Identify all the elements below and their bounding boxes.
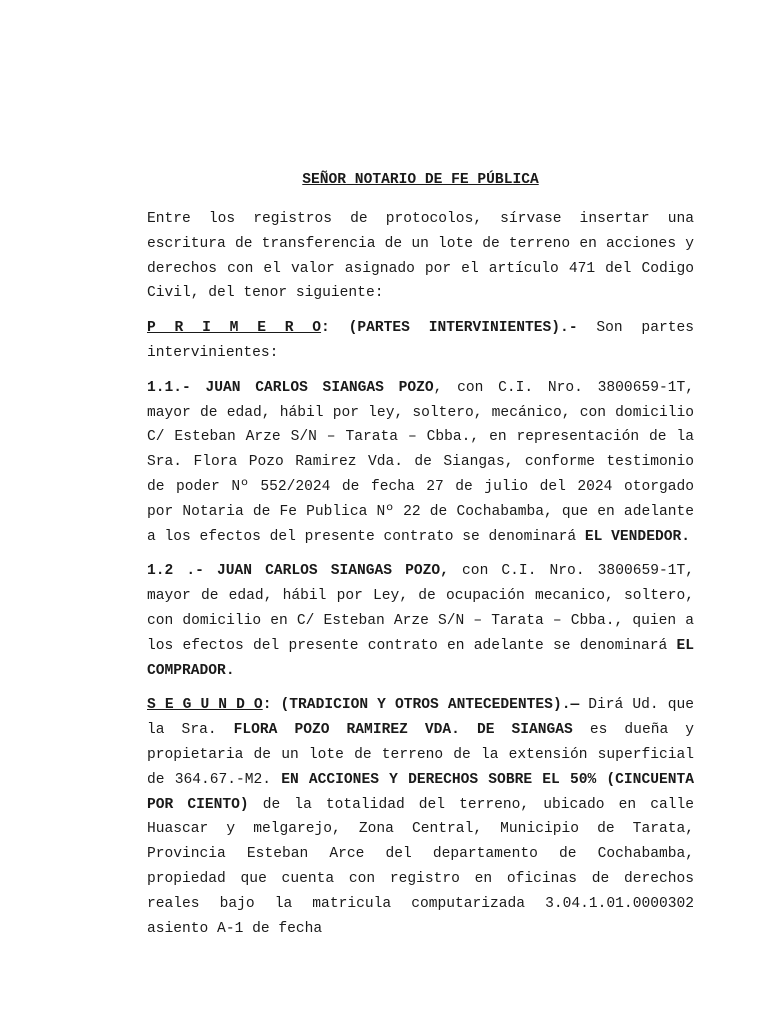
clause-1-2-label: 1.2 .- JUAN CARLOS SIANGAS POZO, <box>147 563 449 580</box>
segundo-text-2: es dueña y propietaria de un lote de terreno de la extensión superficial de 364.67.-M2. <box>147 722 695 788</box>
document-title: SEÑOR NOTARIO DE FE PÚBLICA <box>302 172 539 188</box>
clause-1-2 <box>147 559 694 683</box>
segundo-text-1: Dirá Ud. que la Sra. <box>147 697 694 739</box>
segundo-share: EN ACCIONES Y DERECHOS SOBRE EL 50% (CINCUENTA POR CIENTO) <box>147 771 694 813</box>
clause-1-1 <box>147 376 694 550</box>
clause-1-1-label: 1.1.- JUAN CARLOS SIANGAS POZO <box>147 379 434 396</box>
segundo-subtitle: (TRADICION Y OTROS ANTECEDENTES).— <box>271 697 580 714</box>
clause-1-1-text: , con C.I. Nro. 3800659-1T, mayor de edad, hábil por ley, soltero, mecánico, con domicilio C/ Esteban Arze S/N – Tarata – Cbba., en representación de la Sra. Flora Pozo Ramirez Vda. de Siangas, conforme testimonio de poder Nº 552/2024 de fecha 27 de julio del 2024 otorgado por Notaria de Fe Publica Nº 22 de Cochabamba, que en adelante a los efectos del presente contrato se denominará <box>147 379 694 545</box>
primero-heading: P R I M E R O <box>147 320 322 337</box>
intro-text: Entre los registros de protocolos, sírvase insertar una escritura de transferencia de un lote de terreno en acciones y derechos con el valor asignado por el artículo 471 del Codigo Civil, del tenor siguiente: <box>147 211 694 302</box>
clause-1-2-text: con C.I. Nro. 3800659-1T, mayor de edad, hábil por Ley, de ocupación mecanico, soltero, con domicilio en C/ Esteban Arze S/N – Tarata – Cbba., quien a los efectos del presente contrato en adelante se denominará <box>147 563 695 654</box>
segundo-heading: S E G U N D O <box>147 697 263 714</box>
intro-paragraph <box>147 207 694 306</box>
clause-primero <box>147 316 694 366</box>
segundo-colon: : <box>262 697 272 714</box>
clause-segundo <box>147 693 694 941</box>
primero-colon: : <box>321 320 330 337</box>
primero-text: Son partes intervinientes: <box>147 320 694 361</box>
clause-1-1-role: EL VENDEDOR. <box>584 528 690 545</box>
clause-1-2-role: EL COMPRADOR. <box>147 637 694 679</box>
document-body <box>147 170 694 951</box>
segundo-text-3: de la totalidad del terreno, ubicado en calle Huascar y melgarejo, Zona Central, Municipio de Tarata, Provincia Esteban Arce del departamento de Cochabamba, propiedad que cuenta con registro en oficinas de derechos reales bajo la matricula computarizada 3.04.1.01.0000302 asiento A-1 de fecha <box>147 796 694 937</box>
primero-subtitle: (PARTES INTERVINIENTES).- <box>329 320 578 337</box>
segundo-owner: FLORA POZO RAMIREZ VDA. DE SIANGAS <box>233 722 573 739</box>
